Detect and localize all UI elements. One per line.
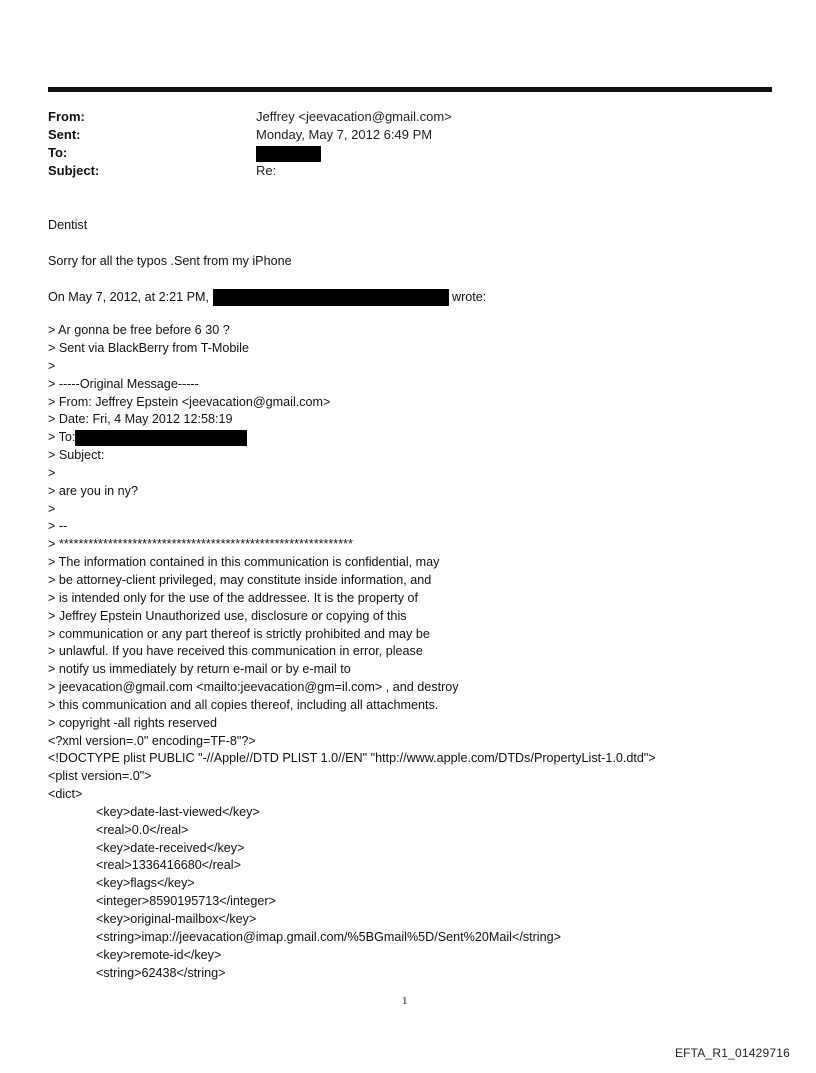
quoted-line: > this communication and all copies thereof, including all attachments. xyxy=(48,697,439,712)
quoted-line: > ************************************************************ xyxy=(48,537,353,552)
xml-line: <real>0.0</real> xyxy=(96,822,189,837)
quoted-to-label: > To: xyxy=(48,430,76,445)
on-wrote-line xyxy=(48,288,788,306)
xml-line: <string>imap://jeevacation@imap.gmail.com/%5BGmail%5D/Sent%20Mail</string> xyxy=(96,929,561,944)
subject-value: Re: xyxy=(256,163,277,178)
to-row xyxy=(48,144,748,162)
page-number: 1 xyxy=(402,995,408,1007)
xml-line: <key>date-last-viewed</key> xyxy=(96,804,260,819)
to-redaction xyxy=(256,146,321,162)
email-header xyxy=(48,108,748,180)
quoted-line: > xyxy=(48,358,56,373)
xml-line: <key>flags</key> xyxy=(96,876,195,891)
on-wrote-prefix: On May 7, 2012, at 2:21 PM, xyxy=(48,290,210,304)
plist-xml xyxy=(48,733,788,983)
body-line-dentist: Dentist xyxy=(48,218,88,232)
subject-row xyxy=(48,162,748,180)
quoted-line: > xyxy=(48,501,56,516)
document-id-footer: EFTA_R1_01429716 xyxy=(674,1046,790,1060)
quoted-line: > unlawful. If you have received this communication in error, please xyxy=(48,644,423,659)
quoted-line: > Subject: xyxy=(48,448,105,463)
quoted-to-line xyxy=(48,429,788,447)
xml-line: <plist version=.0"> xyxy=(48,769,152,784)
xml-line: <dict> xyxy=(48,787,83,802)
quoted-line: > Date: Fri, 4 May 2012 12:58:19 xyxy=(48,412,233,427)
quoted-line: > notify us immediately by return e-mail or by e-mail to xyxy=(48,662,351,677)
xml-line: <real>1336416680</real> xyxy=(96,858,241,873)
quoted-line: > xyxy=(48,465,56,480)
xml-line: <?xml version=.0" encoding=TF-8"?> xyxy=(48,733,256,748)
quoted-line: > be attorney-client privileged, may constitute inside information, and xyxy=(48,572,432,587)
quoted-line: > -----Original Message----- xyxy=(48,376,199,391)
from-row xyxy=(48,108,748,126)
header-rule xyxy=(48,87,772,92)
from-value: Jeffrey <jeevacation@gmail.com> xyxy=(256,109,452,124)
to-label: To: xyxy=(48,145,68,160)
sent-label: Sent: xyxy=(48,127,81,142)
sender-redaction xyxy=(213,289,449,306)
quoted-line: > copyright -all rights reserved xyxy=(48,715,218,730)
xml-line: <integer>8590195713</integer> xyxy=(96,894,276,909)
email-body xyxy=(48,216,788,982)
xml-line: <key>remote-id</key> xyxy=(96,947,222,962)
xml-line: <string>62438</string> xyxy=(96,965,226,980)
quoted-message xyxy=(48,322,788,732)
quoted-line: > jeevacation@gmail.com <mailto:jeevacation@gm=il.com> , and destroy xyxy=(48,680,459,695)
xml-line: <key>original-mailbox</key> xyxy=(96,912,257,927)
quoted-line: > Sent via BlackBerry from T-Mobile xyxy=(48,341,249,356)
subject-label: Subject: xyxy=(48,163,100,178)
quoted-line: > communication or any part thereof is strictly prohibited and may be xyxy=(48,626,430,641)
quoted-line: > Jeffrey Epstein Unauthorized use, disclosure or copying of this xyxy=(48,608,407,623)
quoted-line: > are you in ny? xyxy=(48,483,138,498)
body-line-typos: Sorry for all the typos .Sent from my iPhone xyxy=(48,254,292,268)
quoted-line: > -- xyxy=(48,519,68,534)
quoted-line: > is intended only for the use of the addressee. It is the property of xyxy=(48,590,418,605)
xml-line: <!DOCTYPE plist PUBLIC "-//Apple//DTD PLIST 1.0//EN" "http://www.apple.com/DTDs/PropertyList-1.0.dtd"> xyxy=(48,751,656,766)
quoted-line: > The information contained in this communication is confidential, may xyxy=(48,555,440,570)
from-label: From: xyxy=(48,109,85,124)
quoted-line: > From: Jeffrey Epstein <jeevacation@gmail.com> xyxy=(48,394,331,409)
quoted-to-redaction xyxy=(75,430,247,446)
sent-value: Monday, May 7, 2012 6:49 PM xyxy=(256,127,433,142)
quoted-line: > Ar gonna be free before 6 30 ? xyxy=(48,323,230,338)
sent-row xyxy=(48,126,748,144)
on-wrote-suffix: wrote: xyxy=(452,290,487,304)
xml-line: <key>date-received</key> xyxy=(96,840,245,855)
